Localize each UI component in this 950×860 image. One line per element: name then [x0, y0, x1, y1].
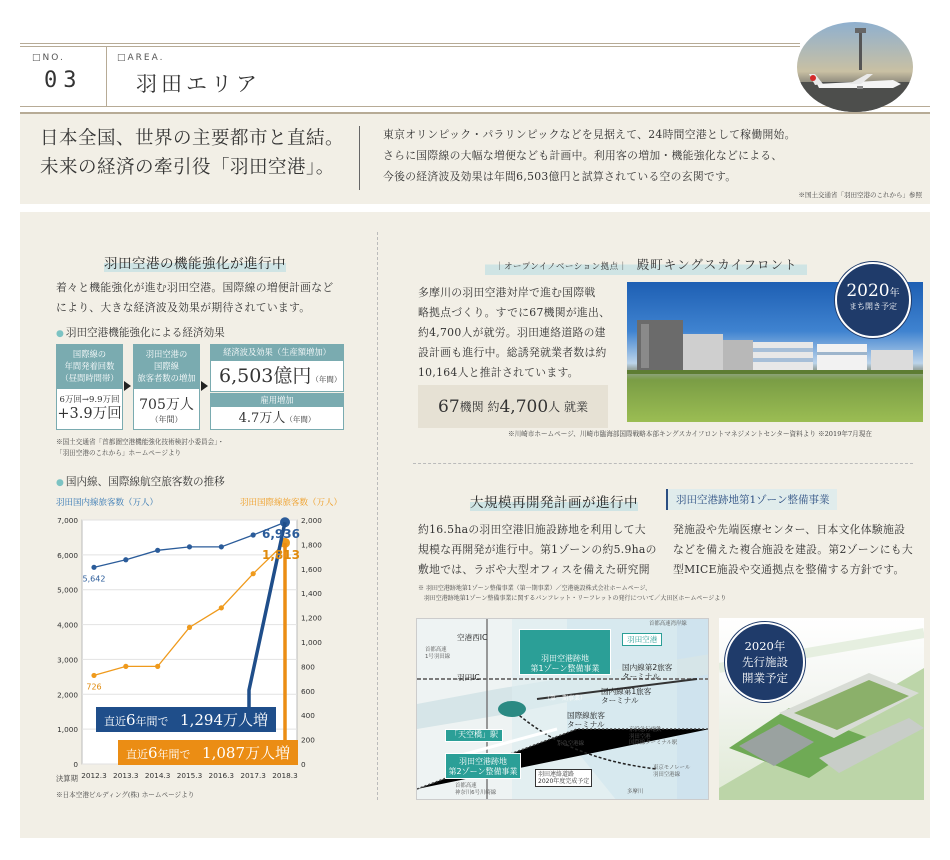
map-dom-t2: 国内線第2旅客 ターミナル: [622, 663, 673, 681]
map-shuto-1: 首都高速 1号羽田線: [425, 647, 450, 660]
y-right-tick: 0: [301, 760, 306, 769]
fiscal-label: 決算期: [56, 774, 78, 783]
left-intro-text: 着々と機能強化が進む羽田空港。国際線の増便計画など により、大きな経済波及効果が期待されています。: [56, 281, 334, 314]
redevelopment-note: ※ 羽田空港跡地第1ゾーン整備事業（第一期事業）／空港施設株式会社ホームページ、 羽田空港跡地第1ゾーン整備事業に関するパンフレット・リーフレットの発行について／大田区ホームページより: [418, 585, 727, 602]
box2-sub: （年間）: [150, 415, 183, 424]
header-bottom-rule: [20, 106, 930, 107]
kingsky-body: 多摩川の羽田空港対岸で進む国際戦 略拠点づくり。すでに67機関が進出、 約4,700人が就労。羽田連絡道路の建 設計画も進行中。総誘発就業者数は約 10,164人と推計されています。: [418, 286, 611, 379]
box1-line1: 6万回→9.9万回: [59, 395, 120, 405]
y-right-tick: 2,000: [301, 516, 322, 525]
series-point-0: [155, 548, 160, 553]
y-right-tick: 400: [301, 711, 315, 721]
x-tick: 2016.3: [208, 771, 235, 780]
y-left-tick: 4,000: [57, 620, 78, 630]
map-kanagawa: 首都高速 神奈川6号川崎線: [455, 783, 497, 796]
stat-67: 67: [438, 396, 460, 417]
intro-divider: [359, 126, 360, 190]
banner1-num: 6: [126, 711, 136, 729]
x-tick: 2015.3: [176, 771, 203, 780]
box2-header: 羽田空港の 国際線 旅客者数の増加: [133, 344, 200, 388]
box3-value: 6,503億円: [219, 365, 312, 387]
stat-4700: 4,700: [499, 396, 549, 417]
box4-sub: （年間）: [285, 415, 316, 424]
domestic-increase-banner: [96, 707, 276, 732]
banner1-pre: 直近: [104, 715, 126, 728]
redevelopment-body-right: 発施設や先端医療センター、日本文化体験施設 などを備えた複合施設を建設。第2ゾーンにも大 型MICE施設や交通拠点を整備する方針です。: [673, 523, 913, 576]
zone1-subtitle: 羽田空港跡地第1ゾーン整備事業: [666, 489, 837, 510]
machi-biraki-badge: [835, 262, 911, 338]
map-zone2-box: 羽田空港跡地 第2ゾーン整備事業: [445, 753, 521, 779]
y-right-tick: 1,800: [301, 540, 322, 550]
x-tick: 2018.3: [272, 771, 298, 780]
no-label: □NO.: [32, 53, 65, 63]
series-point-1: [187, 625, 192, 630]
map-haneda-ic: 羽田IC: [457, 673, 480, 682]
box3-header: 経済波及効果（生産額増加）: [210, 344, 344, 360]
y-left-tick: 1,000: [57, 725, 78, 735]
map-dom-t1: 国内線第1旅客 ターミナル: [601, 687, 652, 705]
banner2-mid: 年間で: [157, 748, 191, 761]
intro-headline: 日本全国、世界の主要都市と直結。 未来の経済の牽引役「羽田空港」。: [40, 128, 345, 178]
box2-value: 705万人: [139, 397, 194, 413]
y-left-tick: 7,000: [57, 516, 78, 525]
kingsky-caption-label: ｜オープンイノベーション拠点｜: [495, 262, 628, 272]
series-point-0: [187, 544, 192, 549]
box3-sub: （年間）: [311, 375, 342, 384]
y-right-tick: 1,400: [301, 589, 322, 599]
x-tick: 2017.3: [240, 771, 266, 780]
airport-photo: [797, 22, 913, 112]
y-right-tick: 600: [301, 686, 315, 696]
map-haneda-west-ic: 空港西IC: [457, 633, 488, 642]
facility-opening-badge: 2020年 先行施設 開業予定: [725, 622, 805, 702]
area-label: □AREA.: [117, 53, 165, 63]
data-label: 6,936: [262, 527, 300, 542]
map-haneda-airport: 羽田空港: [622, 633, 662, 646]
stat-unit1: 機関 約: [459, 400, 500, 414]
x-tick: 2012.3: [81, 771, 107, 780]
kingsky-photo-note: ※川崎市ホームページ、川崎市臨海部国際戦略本部キングスカイフロントマネジメントセンター資料より ※2019年7月現在: [508, 430, 872, 438]
data-label: 5,642: [82, 574, 106, 584]
banner1-value: 1,294万人増: [180, 711, 268, 729]
area-title: 羽田エリア: [136, 72, 261, 96]
map-keikyu-station: 京浜急行電鉄 羽田空港 国際線ターミナル駅: [629, 727, 678, 746]
map-zone1-label: 羽田空港跡地 第1ゾーン整備事業: [530, 654, 600, 673]
box3-body: [210, 360, 344, 392]
box4-header: 雇用増加: [210, 393, 344, 406]
banner2-num: 6: [148, 744, 158, 762]
box4-body: [210, 406, 344, 430]
banner1-mid: 年間で: [135, 715, 169, 728]
arrow-1: [124, 381, 131, 391]
header-mid-rule: [20, 46, 800, 47]
no-value: 03: [44, 68, 83, 93]
y-right-tick: 1,000: [301, 638, 322, 647]
series-point-1: [91, 673, 96, 678]
map-intl-terminal: 国際線旅客 ターミナル: [567, 711, 605, 729]
y-left-tick: 3,000: [57, 655, 78, 665]
series-point-1: [251, 571, 256, 576]
series-point-1: [155, 664, 160, 669]
chart-heading: ● 国内線、国際線航空旅客数の推移: [56, 474, 225, 489]
intro-note: ※国土交通省「羽田空港のこれから」参照: [798, 191, 922, 199]
map-road: 羽田連絡道路 2020年度完成予定: [535, 769, 592, 787]
kingsky-caption-title: 殿町キングスカイフロント: [636, 257, 798, 272]
y-left-tick: 6,000: [57, 550, 78, 560]
arrow-2: [201, 381, 208, 391]
badge1-sub: まち開き予定: [849, 302, 897, 311]
redevelopment-title: 大規模再開発計画が進行中: [470, 491, 638, 511]
map-tenkubashi: 「天空橋」駅: [445, 729, 503, 742]
banner2-pre: 直近: [126, 748, 148, 761]
box-note: ※国土交通省「首都圏空港機能強化技術検討小委員会」・ 「羽田空港のこれから」ホームページより: [56, 438, 225, 457]
series-point-1: [219, 605, 224, 610]
series-point-0: [123, 557, 128, 562]
area-map: [416, 618, 709, 800]
box1-header: 国際線の 年間発着回数 （昼間時間帯）: [56, 344, 123, 388]
intl-increase-banner: [118, 740, 298, 765]
redevelopment-body-left: 約16.5haの羽田空港旧施設跡地を利用して大 規模な再開発が進行中。第1ゾーンの約5.9haの 敷地では、ラボや大型オフィスを備えた研究開: [418, 523, 657, 576]
series-point-0: [251, 532, 256, 537]
box4-value: 4.7万人: [238, 411, 286, 426]
banner2-value: 1,087万人増: [202, 744, 290, 762]
column-divider: [377, 232, 378, 800]
box2-body: [133, 388, 200, 430]
box1-body: [56, 388, 123, 430]
y-right-tick: 800: [301, 662, 315, 672]
intro-band: [20, 112, 930, 204]
map-tamagawa: 多摩川: [627, 789, 644, 795]
map-keikyu: 京急空港線: [557, 741, 584, 747]
data-label: 726: [86, 682, 102, 692]
y-right-label: 羽田国際線旅客数（万人）: [240, 498, 343, 508]
y-left-tick: 2,000: [57, 690, 78, 700]
map-monorail: 東京モノレール 羽田空港線: [653, 765, 691, 778]
x-tick: 2013.3: [113, 771, 139, 780]
y-right-tick: 200: [301, 735, 315, 745]
y-left-label: 羽田国内線旅客数（万人）: [56, 498, 159, 508]
effect-heading: ● 羽田空港機能強化による経済効果: [56, 325, 225, 340]
y-left-tick: 5,000: [57, 585, 78, 595]
stat-unit2: 人 就業: [548, 400, 588, 414]
x-tick: 2014.3: [144, 771, 171, 780]
badge1-nen: 年: [889, 288, 900, 299]
y-right-tick: 1,600: [301, 564, 322, 574]
map-shuto-bay: 首都高速湾岸線: [649, 621, 687, 627]
data-label: 1,813: [262, 547, 300, 562]
kingsky-stat: [418, 385, 608, 428]
series-point-0: [219, 544, 224, 549]
y-right-tick: 1,200: [301, 613, 322, 623]
series-point-1: [123, 664, 128, 669]
map-zone1-box: [519, 629, 611, 702]
badge1-year: 2020: [846, 281, 890, 301]
chart-note: ※日本空港ビルディング(株) ホームページより: [56, 791, 195, 799]
box1-line2: +3.9万回: [57, 406, 122, 422]
kingsky-caption: [485, 252, 807, 275]
series-point-0: [91, 565, 96, 570]
map-zone1-sub: （第一期事業）: [543, 695, 586, 702]
intro-body: 東京オリンピック・パラリンピックなどを見据えて、24時間空港として稼働開始。 さらに国際線の大幅な増便なども計画中。利用客の増加・機能強化などによる、 今後の経済波及効果は年間6,503億円と試算されている空の玄関です。: [383, 128, 796, 183]
header-divider: [106, 46, 107, 106]
header-top-rule: [20, 43, 800, 44]
right-section-divider: [413, 463, 913, 464]
y-left-tick: 0: [73, 760, 78, 769]
left-section-title: 羽田空港の機能強化が進行中: [104, 252, 286, 272]
